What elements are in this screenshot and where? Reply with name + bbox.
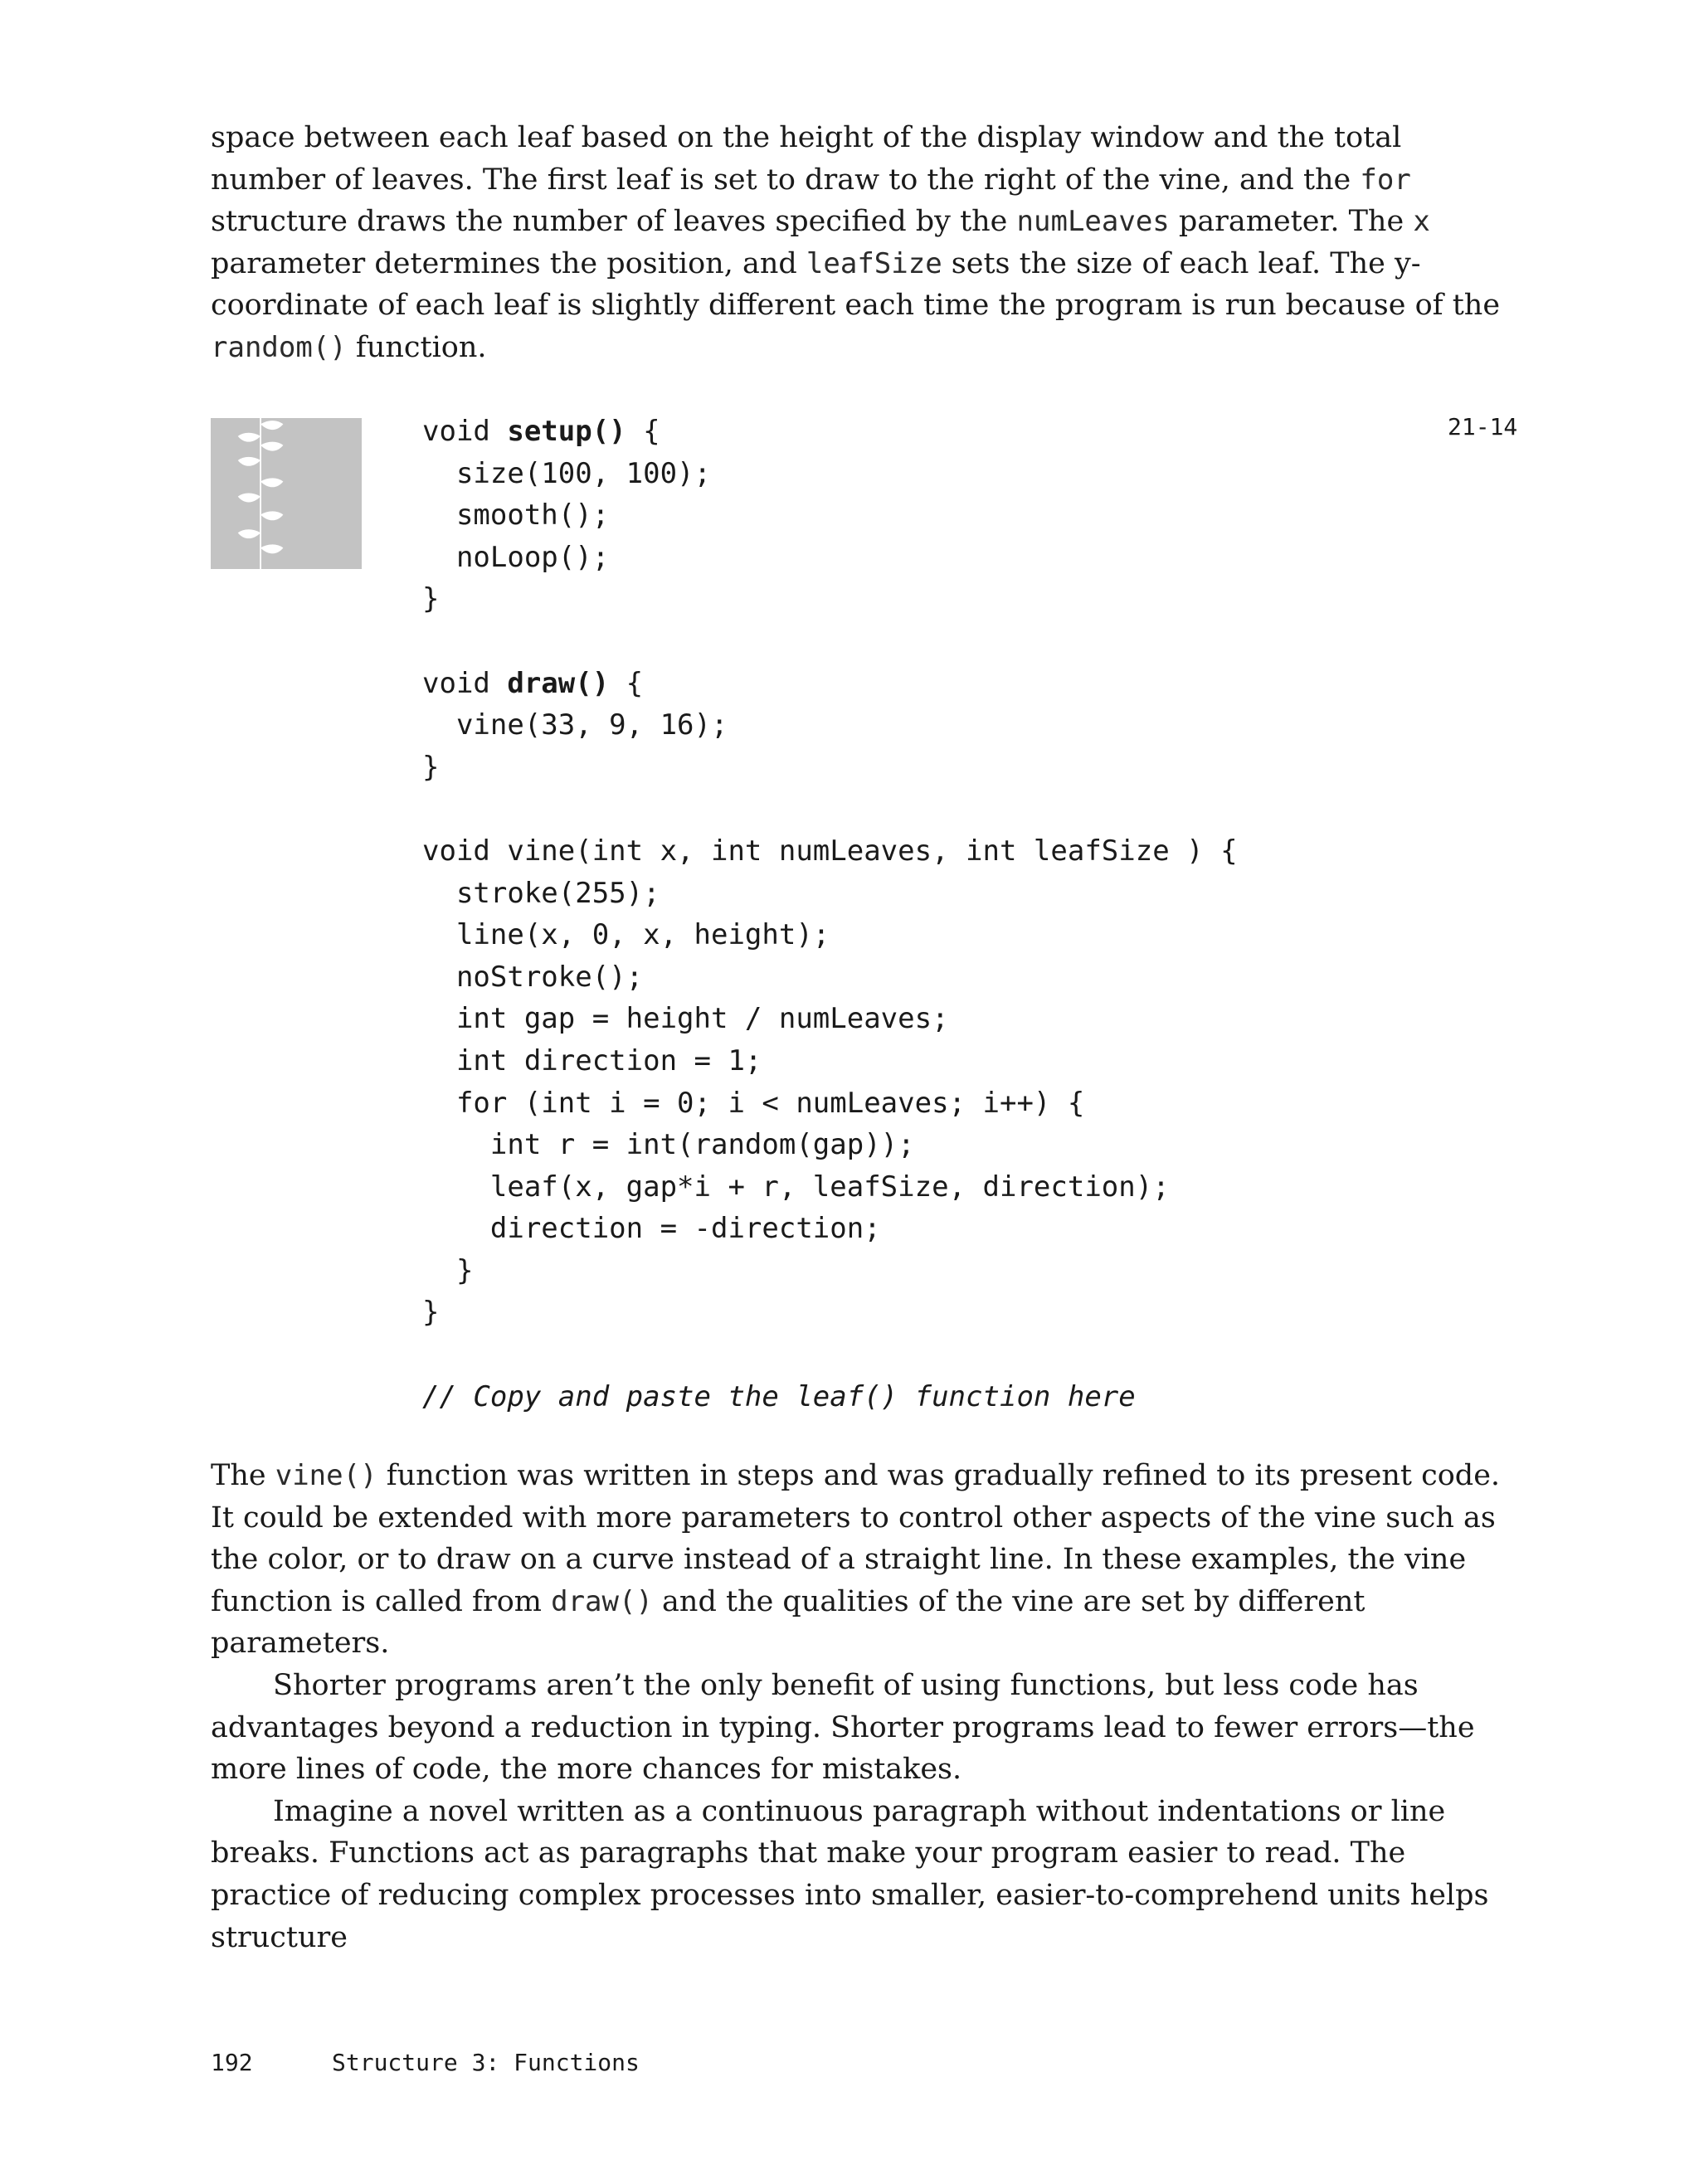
text-run: sets the size of each leaf. The y-coordinate of each leaf is slightly different each time the program is run because of the	[211, 246, 1501, 323]
intro-text	[211, 117, 1505, 369]
code-text: }	[422, 1253, 474, 1287]
paragraph: Imagine a novel written as a continuous paragraph without indentations or line breaks. Functions act as paragraphs that make your program easier to read. The practice of reducing complex processes into smaller, easier-to-comprehend units helps structure	[211, 1794, 1489, 1954]
code-text: }	[422, 582, 440, 616]
code-line	[422, 1250, 1238, 1292]
code-line	[422, 704, 1238, 747]
code-text: vine(33, 9, 16);	[422, 708, 728, 742]
text-run: structure draws the number of leaves specified by the	[211, 205, 1017, 239]
image-background	[211, 418, 362, 569]
inline-code-x: x	[1413, 205, 1430, 239]
code-text: direction = -direction;	[422, 1212, 881, 1246]
text-run: parameter. The	[1169, 205, 1414, 239]
code-text: int r = int(random(gap));	[422, 1128, 915, 1162]
page-number: 192	[211, 2049, 253, 2076]
code-line	[422, 1291, 1238, 1334]
code-line	[422, 494, 1238, 537]
code-text: {	[626, 415, 660, 448]
text-run: function.	[346, 330, 487, 364]
code-function-name: setup()	[507, 415, 626, 448]
code-line	[422, 1124, 1238, 1166]
code-line	[422, 453, 1238, 495]
inline-code-draw: draw()	[551, 1584, 653, 1618]
code-line	[422, 537, 1238, 579]
code-text: noLoop();	[422, 540, 610, 574]
vine-leaves-illustration	[211, 418, 362, 569]
code-text: void vine(int x, int numLeaves, int leafSize ) {	[422, 834, 1238, 868]
text-run: The	[211, 1459, 275, 1492]
code-line	[422, 1166, 1238, 1209]
code-text: for (int i = 0; i < numLeaves; i++) {	[422, 1086, 1085, 1120]
code-line	[422, 788, 1238, 830]
text-run: and the qualities of the vine are set by different parameters.	[211, 1584, 1366, 1661]
code-text: int direction = 1;	[422, 1043, 762, 1077]
code-line	[422, 998, 1238, 1040]
code-line	[422, 956, 1238, 999]
code-text: smooth();	[422, 499, 610, 533]
code-text: }	[422, 1296, 440, 1330]
inline-code-vine: vine()	[275, 1459, 377, 1492]
inline-code-leafsize: leafSize	[806, 246, 942, 280]
code-text: }	[422, 750, 440, 784]
code-text: noStroke();	[422, 960, 644, 994]
code-text: stroke(255);	[422, 876, 660, 910]
code-line	[422, 620, 1238, 663]
code-text: int gap = height / numLeaves;	[422, 1002, 949, 1036]
inline-code-for: for	[1360, 163, 1411, 197]
code-line	[422, 1208, 1238, 1250]
code-text: // Copy and paste the leaf() function here	[422, 1379, 1136, 1413]
code-line	[422, 578, 1238, 620]
code-function-name: draw()	[507, 666, 610, 700]
paragraph	[211, 1455, 1505, 1665]
intro-paragraph	[211, 117, 1505, 369]
code-line	[422, 411, 1238, 453]
code-line	[422, 873, 1238, 915]
code-line	[422, 1040, 1238, 1082]
code-line	[422, 1082, 1238, 1125]
code-text: void	[422, 666, 508, 700]
code-line	[422, 914, 1238, 956]
text-run: space between each leaf based on the height of the display window and the total number of leaves. The first leaf is set to draw to the right of the vine, and the	[211, 121, 1402, 197]
text-run: parameter determines the position, and	[211, 246, 806, 280]
code-text: line(x, 0, x, height);	[422, 918, 830, 952]
code-line	[422, 663, 1238, 705]
paragraph: Shorter programs aren’t the only benefit of using functions, but less code has advantages beyond a reduction in typing. Shorter programs lead to fewer errors—the more lines of code, the more chances for mistakes.	[211, 1668, 1475, 1787]
code-line	[422, 830, 1238, 873]
code-text: leaf(x, gap*i + r, leafSize, direction);	[422, 1170, 1170, 1204]
code-text: size(100, 100);	[422, 456, 711, 490]
code-line	[422, 747, 1238, 789]
code-line	[422, 1334, 1238, 1376]
running-head: Structure 3: Functions	[332, 2049, 640, 2076]
code-listing	[422, 411, 1238, 1418]
example-number: 21-14	[1448, 413, 1518, 440]
code-comment	[422, 1376, 1238, 1418]
inline-code-random: random()	[211, 330, 347, 364]
text-run: function was written in steps and was gradually refined to its present code. It could be extended with more parameters to control other aspects of the vine such as the color, or to draw on a curve instead of a straight line. In these examples, the vine function is called from	[211, 1459, 1501, 1618]
example-output-image	[211, 418, 362, 569]
code-text: void	[422, 415, 508, 448]
inline-code-numleaves: numLeaves	[1016, 205, 1170, 239]
code-text: {	[609, 666, 644, 700]
body-text	[211, 1455, 1505, 1958]
